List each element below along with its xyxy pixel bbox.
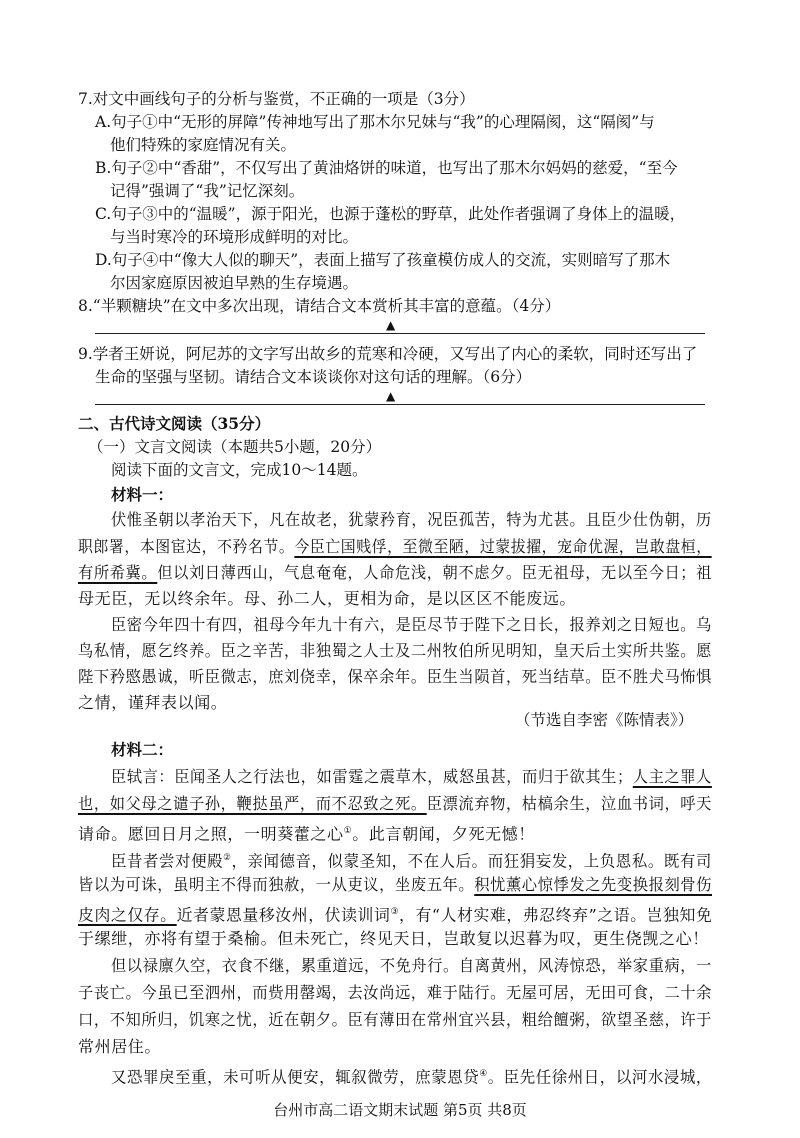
m2-line-8: 但以禄廪久空，衣食不继，累重道远，不免舟行。自离黄州，风涛惊恐，举家重病，一	[111, 956, 712, 975]
instruction: 阅读下面的文言文，完成10～14题。	[111, 461, 368, 479]
m1-line-2: 职郎署，本图宦达，不矜名节。今臣亡国贱俘，至微至陋，过蒙拔擢，宠命优渥，岂敢盘桓，	[78, 537, 712, 556]
m1-line-7: 陛下矜愍愚诚，听臣微志，庶刘侥幸，保卒余年。臣生当陨首，死当结草。臣不胜犬马怖惧	[78, 667, 713, 686]
answer-area-triangle-icon: ▲	[386, 389, 396, 403]
q7-option-a-cont: 他们特殊的家庭情况有关。	[110, 136, 297, 154]
subsection-title: （一）文言文阅读（本题共5小题，20分）	[88, 438, 382, 456]
m1-line-4: 母无臣，无以终余年。母、孙二人，更相为命，是以区区不能废远。	[78, 589, 577, 608]
m1-line-8: 之情，谨拜表以闻。	[78, 693, 228, 712]
m1-source: （节选自李密《陈情表》）	[515, 711, 694, 729]
m1-line-1: 伏惟圣朝以孝治天下，凡在故老，犹蒙矜育，况臣孤苦，特为尤甚。且臣少仕伪朝，历	[111, 510, 712, 529]
footnote-mark: ③	[390, 907, 400, 917]
m1-line-6: 鸟私情，愿乞终养。臣之辛苦，非独蜀之人士及二州牧伯所见明知，皇天后土实所共鉴。愿	[78, 641, 713, 660]
m1-line-3: 有所希冀。但以刘日薄西山，气息奄奄，人命危浅，朝不虑夕。臣无祖母，无以至今日；祖	[78, 563, 713, 582]
m2-line-9: 子丧亡。今虽已至泗州，而赀用罄竭，去汝尚远，难于陆行。无屋可居，无田可食，二十余	[78, 983, 713, 1002]
underlined-sentence: 皮肉之仅存。	[78, 905, 177, 925]
q9-stem-cont: 生命的坚强与坚韧。请结合文本谈谈你对这句话的理解。（6分）	[95, 368, 532, 386]
page-footer: 台州市高二语文期末试题 第5页 共8页	[273, 1101, 527, 1119]
m2-line-5: 皆以为可诛，虽明主不得而独赦，一从吏议，坐废五年。积忧薰心惊悸发之先变换报刻骨伤	[78, 875, 713, 894]
q7-option-c: C.句子③中的“温暖”，源于阳光，也源于蓬松的野草，此处作者强调了身体上的温暖，	[95, 205, 686, 223]
m2-line-3: 请命。愿回日月之照，一明葵藿之心①。此言朝闻，夕死无憾！	[78, 824, 535, 844]
m2-line-12: 又恐罪戾至重，未可听从便安，辄叙微劳，庶蒙恩贷④。臣先任徐州日，以河水浸城，	[111, 1067, 712, 1087]
m2-line-7: 于缧绁，亦将有望于桑榆。但未死亡，终见天日，岂敢复以迟暮为叹，更生侥觊之心！	[78, 929, 709, 948]
q7-option-d: D.句子④中“像大人似的聊天”，表面上描写了孩童模仿成人的交流，实则暗写了那木	[95, 251, 671, 269]
underlined-sentence: 积忧薰心惊悸发之先变换报刻骨伤	[474, 875, 713, 894]
m1-line-5: 臣密今年四十有四，祖母今年九十有六，是臣尽节于陛下之日长，报养刘之日短也。乌	[111, 615, 712, 634]
q7-option-b: B.句子②中“香甜”，不仅写出了黄油烙饼的味道，也写出了那木尔妈妈的慈爱，“至今	[95, 159, 678, 177]
q7-option-a: A.句子①中“无形的屏障”传神地写出了那木尔兄妹与“我”的心理隔阂，这“隔阂”与	[95, 113, 655, 131]
underlined-sentence: 也，如父母之谴子孙，鞭挞虽严，而不忍致之死。	[78, 794, 427, 813]
m2-line-11: 常州居住。	[78, 1037, 162, 1056]
q9-stem: 9.学者王妍说，阿尼苏的文字写出故乡的荒寒和冷硬，又写出了内心的柔软，同时还写出了	[78, 345, 698, 363]
answer-line	[95, 333, 705, 334]
answer-area-triangle-icon: ▲	[386, 318, 396, 332]
m2-line-10: 口，不知所归，饥寒之忧，近在朝夕。臣有薄田在常州宜兴县，粗给饘粥，欲望圣慈，许于	[78, 1010, 713, 1029]
section-title: 二、古代诗文阅读（35分）	[78, 414, 271, 433]
q7-option-b-cont: 记得”强调了“我”记忆深刻。	[110, 182, 305, 200]
q8-stem: 8.“半颗糖块”在文中多次出现，请结合文本赏析其丰富的意蕴。（4分）	[78, 297, 561, 315]
underlined-sentence: 人主之罪人	[632, 767, 712, 786]
m2-line-2: 也，如父母之谴子孙，鞭挞虽严，而不忍致之死。臣漂流弃物，枯槁余生，泣血书词，呼天	[78, 794, 713, 813]
footnote-mark: ①	[343, 826, 353, 836]
m2-line-6: 皮肉之仅存。近者蒙恩量移汝州，伏读训词③，有“人材实难，弗忍终弃”之语。岂独知免	[78, 905, 713, 925]
underlined-sentence: 今臣亡国贱俘，至微至陋，过蒙拔擢，宠命优渥，岂敢盘桓，	[294, 537, 712, 556]
m2-line-1: 臣轼言：臣闻圣人之行法也，如雷霆之震草木，威怒虽甚，而归于欲其生；人主之罪人	[111, 767, 712, 786]
q7-option-d-cont: 尔因家庭原因被迫早熟的生存境遇。	[110, 274, 359, 292]
material-2-title: 材料二：	[111, 740, 174, 759]
underlined-sentence: 有所希冀。	[78, 563, 158, 582]
footnote-mark: ②	[223, 853, 232, 863]
q7-stem: 7.对文中画线句子的分析与鉴赏，不正确的一项是（3分）	[78, 90, 475, 108]
m2-line-4: 臣昔者尝对便殿②，亲闻德音，似蒙圣知，不在人后。而狂狷妄发，上负恩私。既有司	[111, 851, 712, 871]
q7-option-c-cont: 与当时寒冷的环境形成鲜明的对比。	[110, 228, 359, 246]
footnote-mark: ④	[479, 1069, 488, 1079]
answer-line	[95, 404, 705, 405]
material-1-title: 材料一：	[111, 485, 174, 504]
